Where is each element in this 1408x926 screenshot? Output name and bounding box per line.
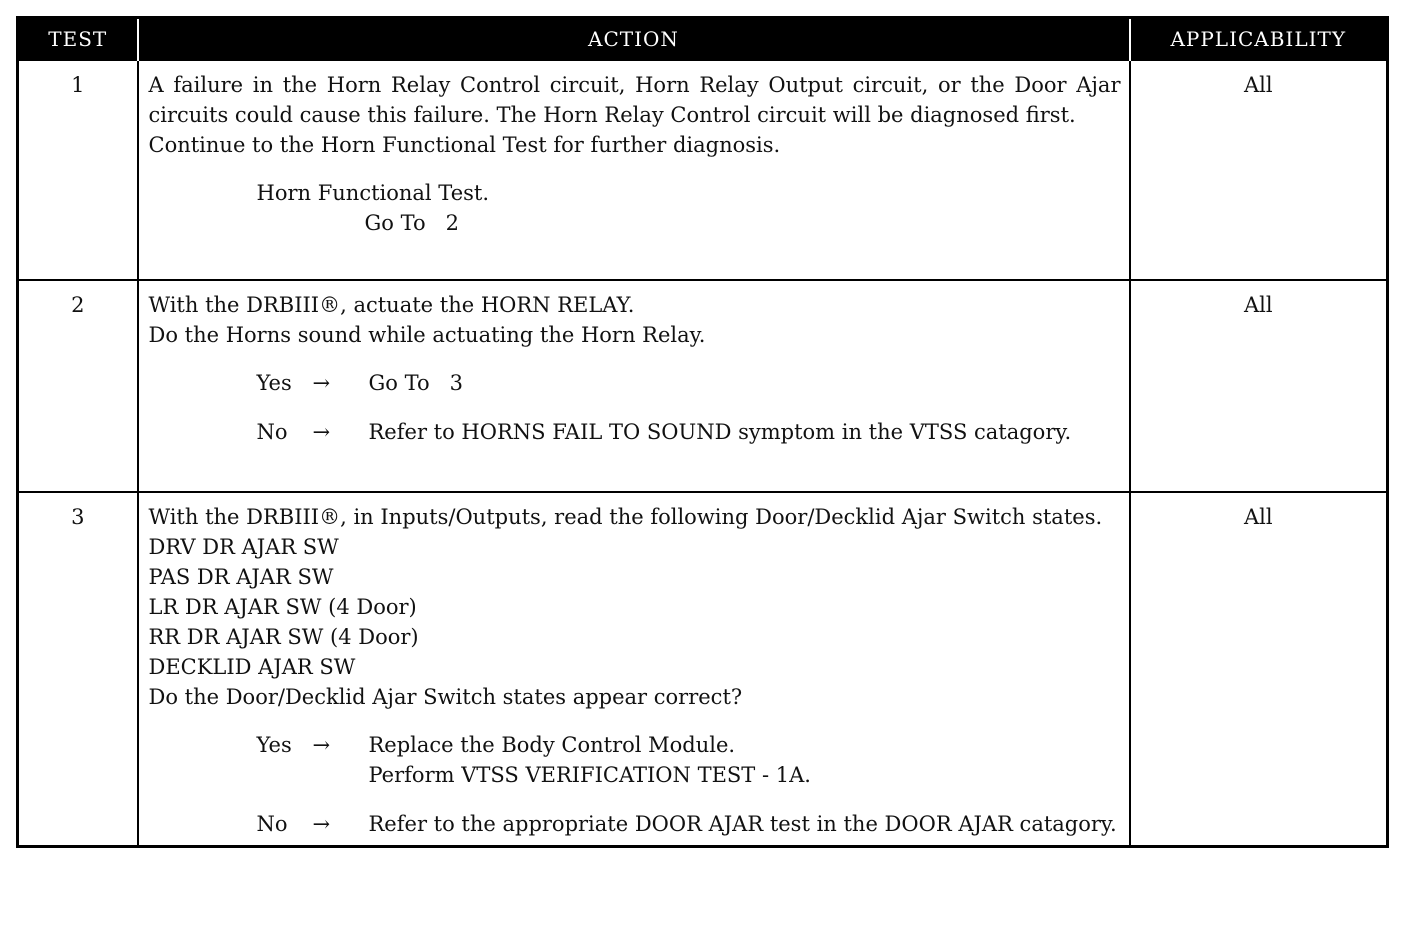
no-response bbox=[149, 809, 1121, 839]
yes-label: Yes bbox=[256, 371, 292, 395]
yes-text bbox=[369, 730, 1121, 790]
action-cell bbox=[138, 60, 1130, 280]
yes-response bbox=[149, 368, 1121, 398]
header-applicability: APPLICABILITY bbox=[1130, 18, 1388, 61]
no-label: No bbox=[256, 420, 288, 444]
applicability: All bbox=[1130, 60, 1388, 280]
header-action: ACTION bbox=[138, 18, 1130, 61]
action-cell bbox=[138, 280, 1130, 492]
yes-text: Go To 3 bbox=[368, 371, 463, 395]
no-text: Refer to the appropriate DOOR AJAR test in the DOOR AJAR catagory. bbox=[368, 812, 1117, 836]
test-number: 2 bbox=[18, 280, 138, 492]
action-line: PAS DR AJAR SW bbox=[148, 565, 334, 589]
action-line: LR DR AJAR SW (4 Door) bbox=[148, 595, 417, 619]
action-line: Do the Door/Decklid Ajar Switch states appear correct? bbox=[148, 685, 743, 709]
no-text: Refer to HORNS FAIL TO SOUND symptom in the VTSS catagory. bbox=[368, 420, 1072, 444]
action-line: Continue to the Horn Functional Test for further diagnosis. bbox=[148, 133, 781, 157]
no-label: No bbox=[256, 812, 288, 836]
table-header bbox=[18, 18, 1388, 61]
arrow-icon: → bbox=[312, 812, 331, 836]
action-line: DRV DR AJAR SW bbox=[148, 535, 339, 559]
test-number: 3 bbox=[18, 492, 138, 847]
table-row bbox=[18, 280, 1388, 492]
yes-response bbox=[149, 730, 1121, 790]
arrow-icon: → bbox=[312, 420, 331, 444]
yes-text-line: Perform VTSS VERIFICATION TEST - 1A. bbox=[368, 763, 811, 787]
instruction bbox=[149, 178, 1121, 238]
header-test: TEST bbox=[18, 18, 138, 61]
yes-label: Yes bbox=[256, 733, 292, 757]
action-cell bbox=[138, 492, 1130, 847]
goto-text: Go To 2 bbox=[364, 211, 459, 235]
diagnostic-table bbox=[16, 16, 1389, 848]
action-line: With the DRBIII®, in Inputs/Outputs, read the following Door/Decklid Ajar Switch states. bbox=[148, 505, 1103, 529]
action-line: With the DRBIII®, actuate the HORN RELAY. bbox=[148, 293, 635, 317]
no-response bbox=[149, 417, 1121, 447]
applicability: All bbox=[1130, 492, 1388, 847]
action-text bbox=[149, 290, 1121, 350]
action-line: DECKLID AJAR SW bbox=[148, 655, 356, 679]
arrow-icon: → bbox=[312, 733, 331, 757]
action-line: RR DR AJAR SW (4 Door) bbox=[148, 625, 419, 649]
table-row bbox=[18, 60, 1388, 280]
arrow-icon: → bbox=[312, 371, 331, 395]
yes-text-line: Replace the Body Control Module. bbox=[368, 733, 736, 757]
action-text bbox=[149, 70, 1121, 160]
action-line: Do the Horns sound while actuating the Horn Relay. bbox=[148, 323, 706, 347]
applicability: All bbox=[1130, 280, 1388, 492]
diagnostic-page bbox=[16, 16, 1386, 914]
instruction-text: Horn Functional Test. bbox=[256, 181, 490, 205]
test-number: 1 bbox=[18, 60, 138, 280]
action-text bbox=[149, 502, 1121, 712]
table-row bbox=[18, 492, 1388, 847]
action-line: A failure in the Horn Relay Control circuit, Horn Relay Output circuit, or the Door Ajar circuits could cause this failure. The Horn Relay Control circuit will be diagnosed first. bbox=[148, 73, 1121, 127]
